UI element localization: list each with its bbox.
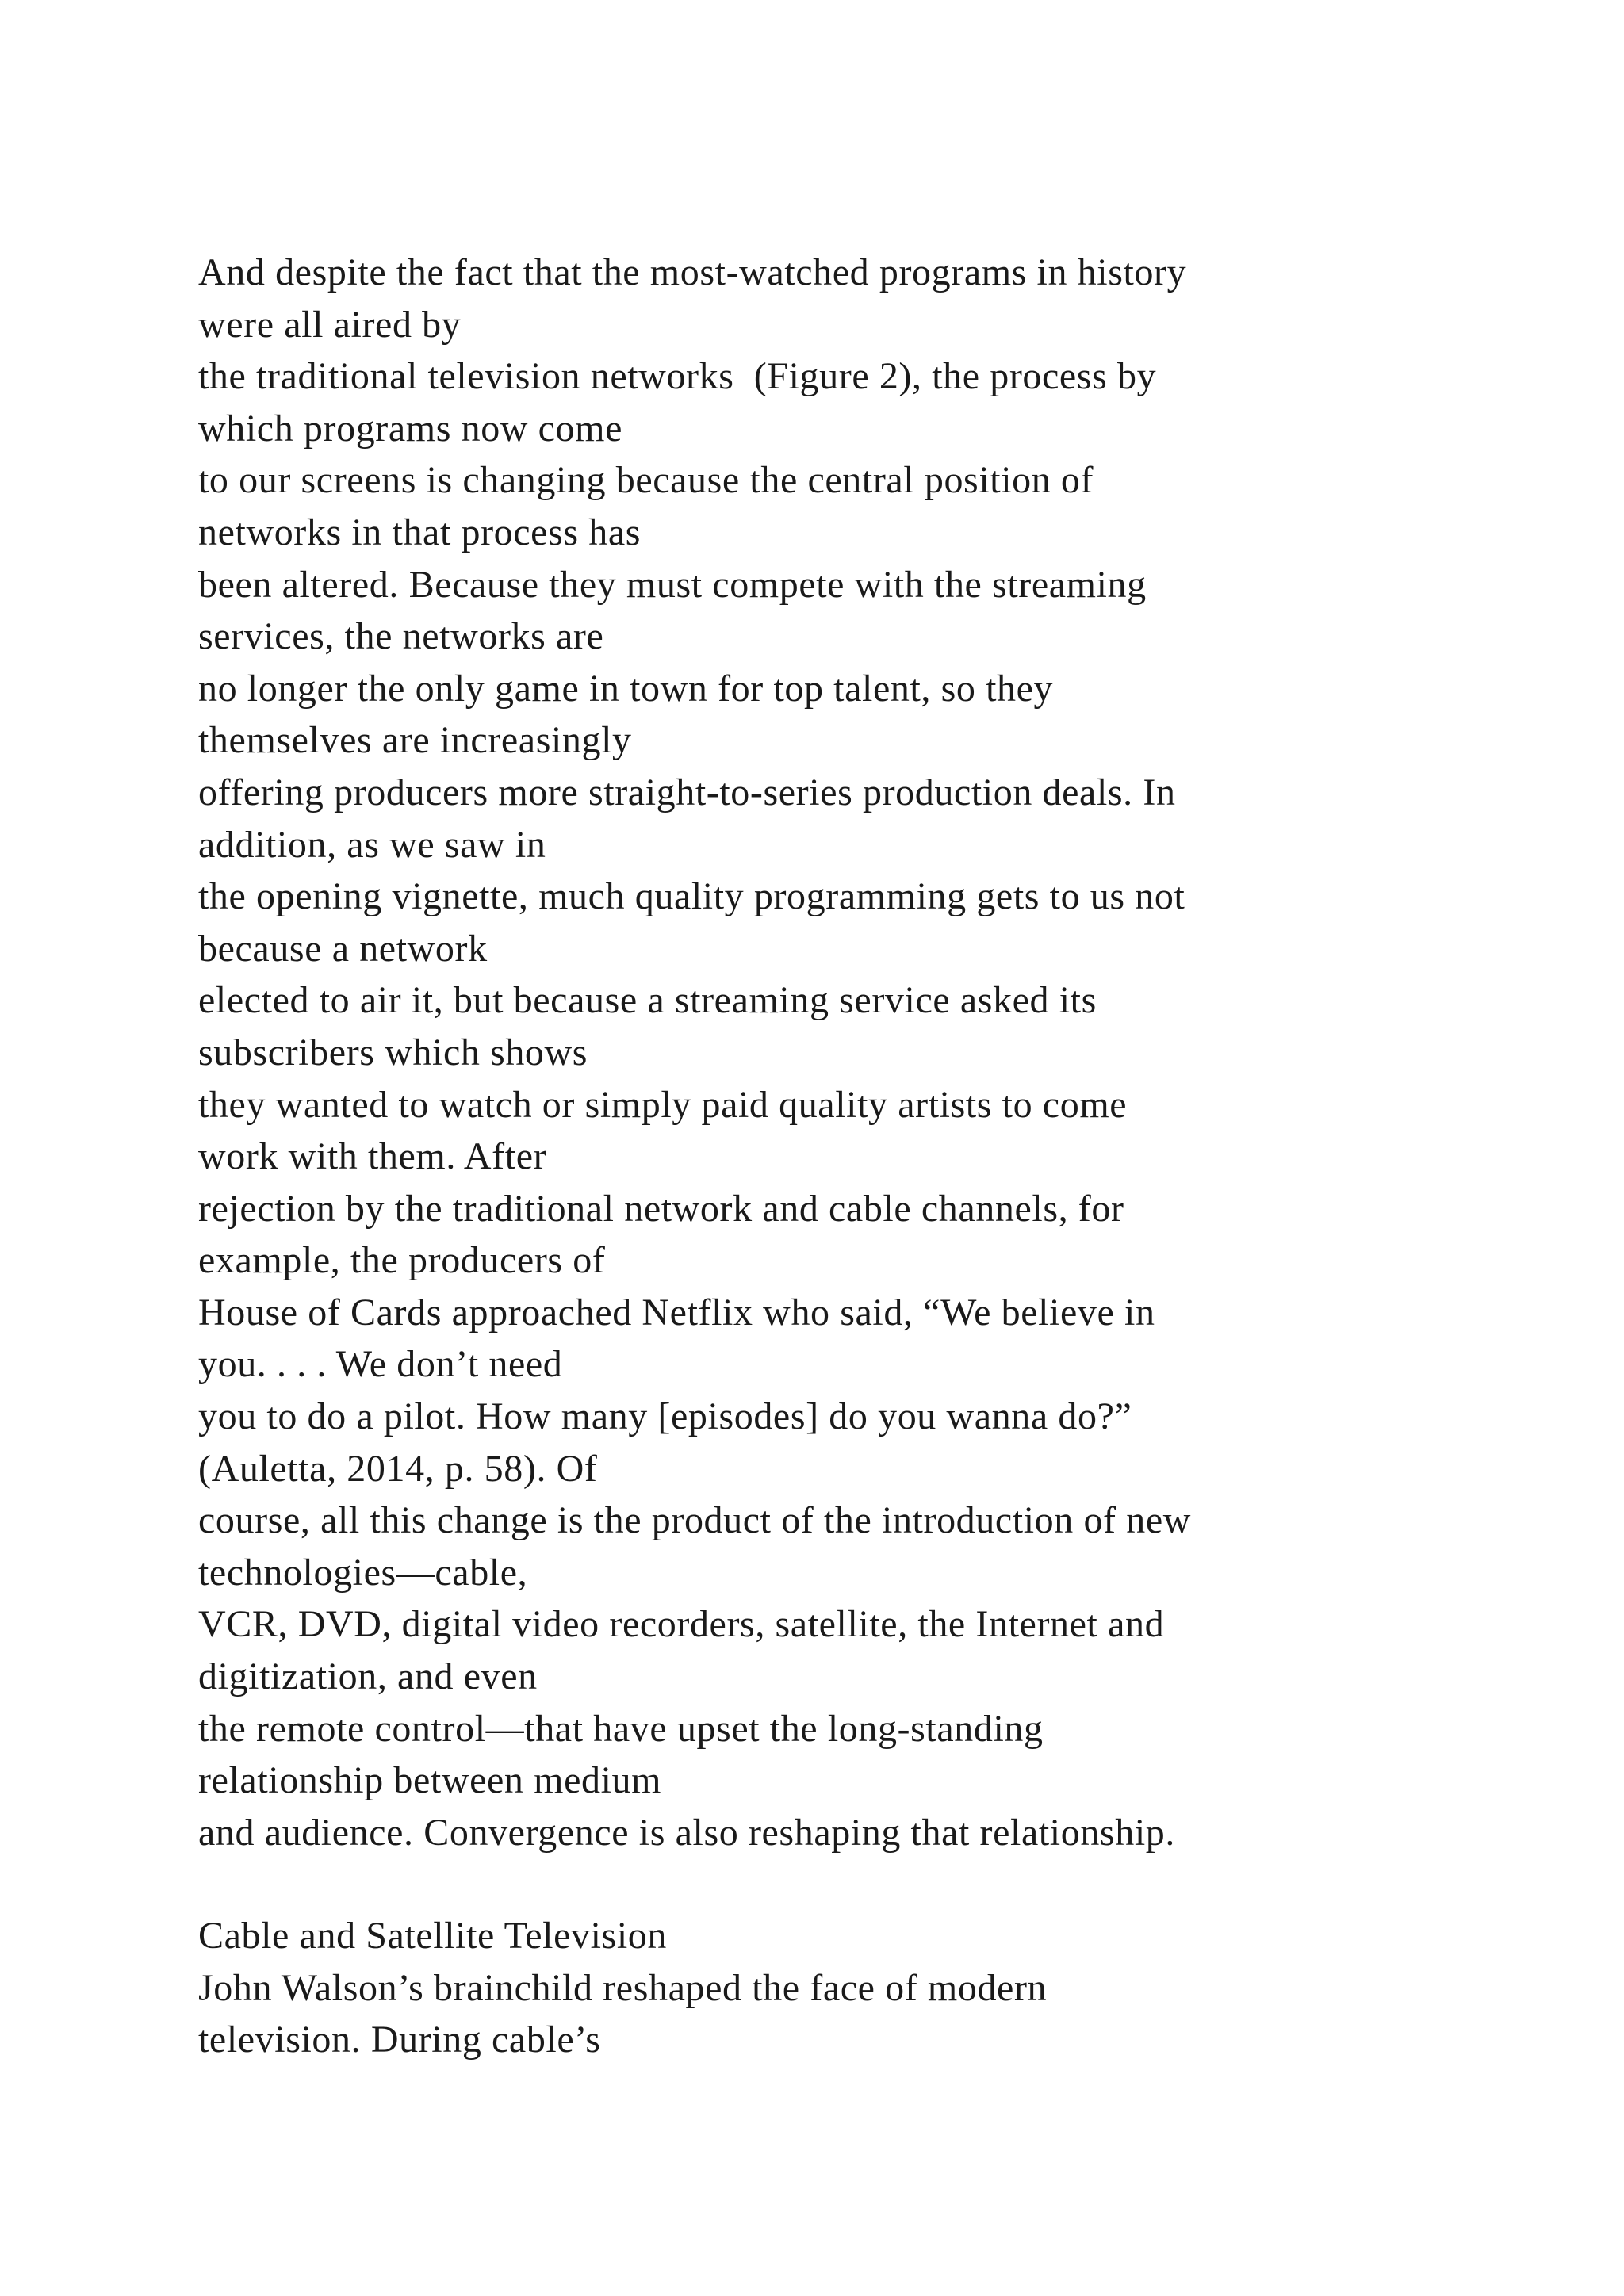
text-line: digitization, and even [198,1655,538,1698]
text-line: work with them. After [198,1135,547,1178]
text-line: because a network [198,927,488,970]
text-line: were all aired by [198,303,462,346]
text-line: elected to air it, but because a streaming service asked its [198,979,1097,1022]
text-line: they wanted to watch or simply paid quality artists to come [198,1083,1128,1126]
text-line: course, all this change is the product of the introduction of new [198,1499,1192,1542]
text-line: the remote control—that have upset the long-standing [198,1707,1044,1750]
text-line: House of Cards approached Netflix who said, “We believe in [198,1291,1155,1334]
text-line: themselves are increasingly [198,719,632,762]
text-line: rejection by the traditional network and cable channels, for [198,1187,1124,1230]
text-line: no longer the only game in town for top talent, so they [198,667,1054,710]
text-line: the opening vignette, much quality programming gets to us not [198,875,1185,918]
text-line: VCR, DVD, digital video recorders, satellite, the Internet and [198,1603,1165,1646]
text-line: offering producers more straight-to-series production deals. In [198,771,1176,813]
body-paragraph [198,247,1546,1858]
text-line: services, the networks are [198,615,604,658]
section-heading: Cable and Satellite Television [198,1915,667,1957]
text-line: technologies—cable, [198,1551,528,1594]
text-line: to our screens is changing because the central position of [198,459,1094,502]
text-line: networks in that process has [198,511,642,553]
text-line: the traditional television networks (Figure 2), the process by [198,355,1157,398]
text-line: relationship between medium [198,1759,662,1802]
text-line: which programs now come [198,407,623,450]
text-line: been altered. Because they must compete with the streaming [198,563,1147,606]
text-line: and audience. Convergence is also reshaping that relationship. [198,1811,1175,1854]
text-line: you to do a pilot. How many [episodes] do you wanna do?” [198,1395,1132,1438]
text-line: example, the producers of [198,1239,606,1282]
text-line: subscribers which shows [198,1031,588,1073]
text-line: And despite the fact that the most-watched programs in history [198,251,1187,293]
text-line: television. During cable’s [198,2019,601,2061]
text-line: you. . . . We don’t need [198,1343,563,1386]
text-line: (Auletta, 2014, p. 58). Of [198,1447,598,1490]
section [198,1910,1546,2066]
text-line: John Walson’s brainchild reshaped the face of modern [198,1966,1048,2009]
text-line: addition, as we saw in [198,823,546,866]
